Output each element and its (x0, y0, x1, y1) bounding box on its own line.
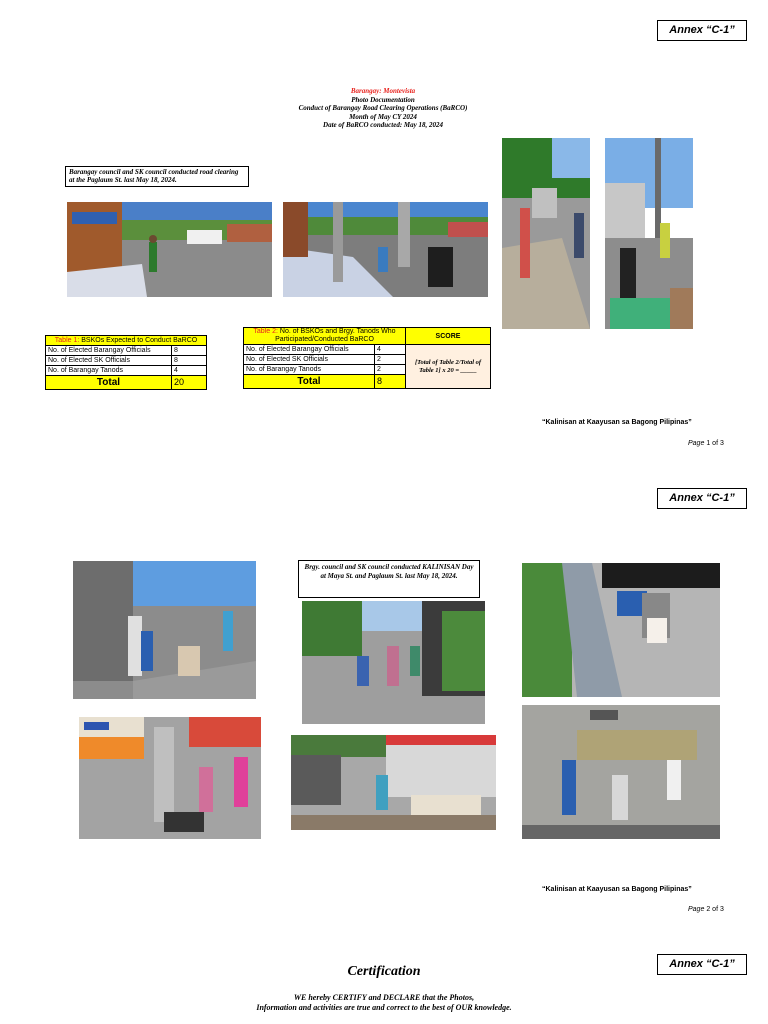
slogan: “Kalinisan at Kaayusan sa Bagong Pilipinas” (542, 419, 692, 426)
page-word: Page (688, 906, 705, 913)
table2-score-formula: [Total of Table 2/Total of Table 1] x 20 = _____ (406, 345, 491, 389)
page-of: of 3 (712, 906, 724, 913)
table1-total-label: Total (46, 376, 172, 390)
photo-road-clearing-4 (605, 138, 693, 329)
annex-label: Annex “C-1” (657, 954, 747, 975)
table2-title-text: No. of BSKOs and Brgy. Tanods Who Participated/Conducted BaRCO (275, 328, 396, 343)
slogan: “Kalinisan at Kaayusan sa Bagong Pilipinas” (542, 886, 692, 893)
table-cell: 8 (172, 346, 207, 356)
table-row (46, 346, 207, 356)
photo-caption: Barangay council and SK council conducted road clearing at the Paglaum St. last May 18, 2024. (65, 166, 249, 187)
photo-kalinisan-6 (522, 705, 720, 839)
document-header (250, 87, 516, 130)
certification-body (184, 993, 584, 1013)
table-cell: 2 (375, 355, 406, 365)
table-cell: No. of Elected SK Officials (244, 355, 375, 365)
photo-road-clearing-1 (67, 202, 272, 297)
table-cell: No. of Elected Barangay Officials (244, 345, 375, 355)
table1-title-text: BSKOs Expected to Conduct BaRCO (79, 337, 198, 344)
page-number (688, 440, 724, 447)
photo-kalinisan-4 (79, 717, 261, 839)
table2-total-label: Total (244, 375, 375, 389)
photo-road-clearing-3 (502, 138, 590, 329)
table2-title (244, 328, 406, 345)
page-num: 2 (706, 906, 711, 913)
table1-title-prefix: Table 1: (54, 337, 80, 344)
photo-kalinisan-1 (73, 561, 256, 699)
table-cell: No. of Barangay Tanods (244, 365, 375, 375)
table-row (46, 366, 207, 376)
table-cell: 4 (375, 345, 406, 355)
table2-score-header: SCORE (406, 328, 491, 345)
table-bskos-expected (45, 335, 207, 390)
table-row (46, 356, 207, 366)
page-word: Page (688, 440, 705, 447)
header-line-3: Month of May CY 2024 (349, 112, 417, 121)
certification-line-1: WE hereby CERTIFY and DECLARE that the Photos, (293, 993, 475, 1002)
table-cell: 4 (172, 366, 207, 376)
annex-label: Annex “C-1” (657, 488, 747, 509)
table1-total-value: 20 (172, 376, 207, 390)
table-cell: No. of Elected SK Officials (46, 356, 172, 366)
header-line-2: Conduct of Barangay Road Clearing Operations (BaRCO) (298, 104, 468, 112)
table-cell: 8 (172, 356, 207, 366)
annex-label: Annex “C-1” (657, 20, 747, 41)
table1-title (46, 336, 207, 346)
table-bskos-participated (243, 327, 491, 389)
table-cell: No. of Elected Barangay Officials (46, 346, 172, 356)
photo-kalinisan-2 (302, 601, 485, 724)
header-line-4: Date of BaRCO conducted: May 18, 2024 (323, 121, 443, 129)
page-of: of 3 (712, 440, 724, 447)
page-number (688, 906, 724, 913)
table-row (244, 345, 491, 355)
certification-title: Certification (347, 964, 421, 979)
page-num: 1 (706, 440, 711, 447)
table2-title-prefix: Table 2: (253, 328, 278, 335)
table-cell: 2 (375, 365, 406, 375)
table2-total-value: 8 (375, 375, 406, 389)
barangay-name: Barangay: Montevista (350, 87, 416, 95)
photo-kalinisan-5 (291, 735, 496, 830)
table-cell: No. of Barangay Tanods (46, 366, 172, 376)
table-total-row (46, 376, 207, 390)
certification-line-2: Information and activities are true and correct to the best of OUR knowledge. (256, 1003, 512, 1012)
header-line-1: Photo Documentation (351, 95, 415, 104)
photo-road-clearing-2 (283, 202, 488, 297)
photo-kalinisan-3 (522, 563, 720, 697)
photo-caption: Brgy. council and SK council conducted KALINISAN Day at Maya St. and Paglaum St. last May 18, 2024. (298, 560, 480, 598)
